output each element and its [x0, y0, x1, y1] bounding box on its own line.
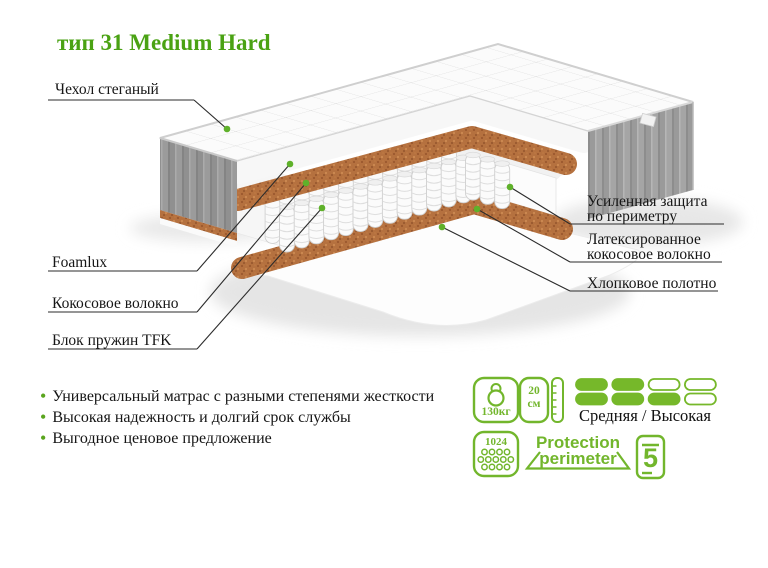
warranty-years: 5 [642, 443, 659, 473]
height-unit: см [527, 398, 541, 410]
page-title: тип 31 Medium Hard [57, 30, 271, 55]
label-coir: Кокосовое волокно [52, 295, 179, 312]
label-latex-coir: Латексированное кокосовое волокно [587, 231, 711, 263]
protection-word-1: Protection [535, 433, 621, 452]
feature-item: • Высокая надежность и долгий срок службы [40, 409, 434, 426]
firmness-bars-icon [576, 379, 716, 405]
firmness-label: Средняя / Высокая [579, 406, 711, 425]
height-value: 20 [528, 385, 540, 397]
label-perimeter: Усиленная защита по периметру [587, 193, 708, 225]
feature-list [40, 388, 434, 451]
label-cover: Чехол стеганый [55, 81, 159, 98]
protection-word-2: perimeter [539, 449, 617, 468]
weight-limit-value: 130кг [481, 406, 511, 418]
label-cotton: Хлопковое полотно [587, 275, 717, 292]
feature-item: • Выгодное ценовое предложение [40, 430, 434, 447]
spring-count-value: 1024 [485, 436, 507, 448]
label-foamlux: Foamlux [52, 254, 108, 271]
feature-item: • Универсальный матрас с разными степенями жесткости [40, 388, 434, 405]
label-springs: Блок пружин TFK [52, 332, 172, 349]
